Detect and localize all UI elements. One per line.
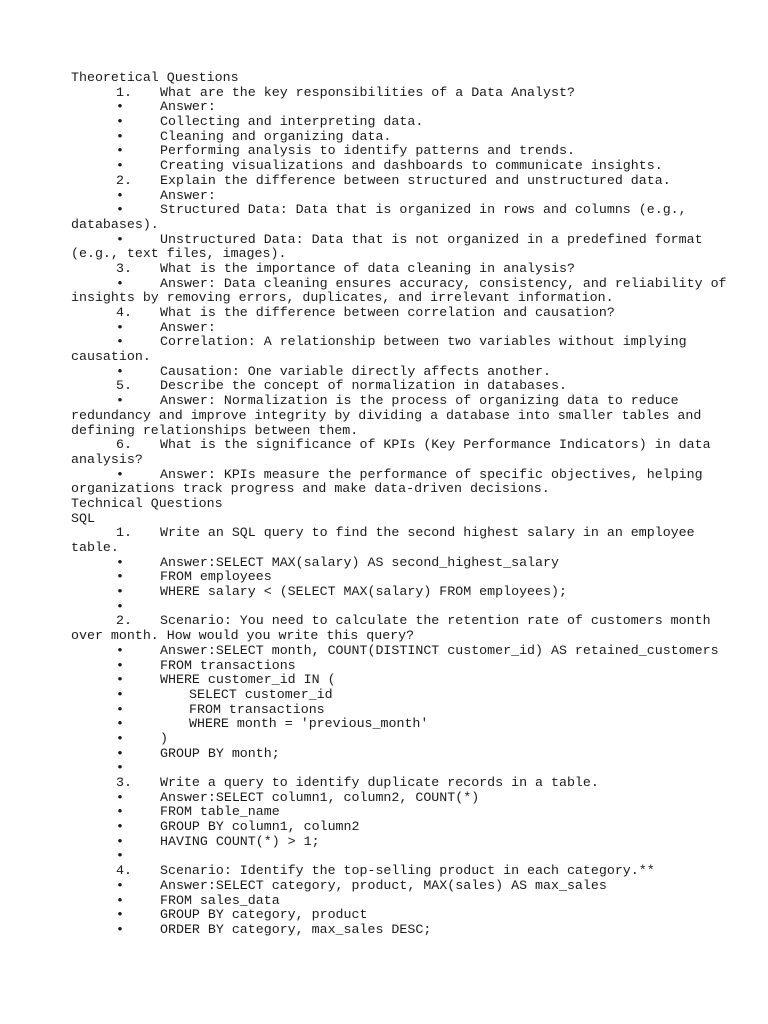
line-text: table. bbox=[71, 540, 119, 555]
document-line bbox=[0, 115, 768, 130]
line-text: FROM transactions bbox=[189, 701, 325, 717]
bullet-marker: • bbox=[116, 686, 124, 702]
document-line bbox=[0, 732, 768, 747]
line-text: Write a query to identify duplicate records in a table. bbox=[160, 775, 599, 790]
document-line bbox=[0, 791, 768, 806]
line-text: insights by removing errors, duplicates, and irrelevant information. bbox=[71, 290, 614, 306]
line-text: Technical Questions bbox=[71, 495, 223, 511]
document-line bbox=[0, 189, 768, 204]
line-text: Answer: Normalization is the process of organizing data to reduce bbox=[160, 393, 679, 409]
line-text: Causation: One variable directly affects another. bbox=[160, 363, 551, 379]
document-line bbox=[0, 468, 768, 483]
line-text: Answer: bbox=[160, 99, 216, 115]
line-text: WHERE salary < (SELECT MAX(salary) FROM employees); bbox=[160, 584, 567, 600]
document-line bbox=[0, 776, 768, 791]
document-line bbox=[0, 761, 768, 776]
bullet-marker: • bbox=[116, 202, 124, 218]
document-line bbox=[0, 453, 768, 468]
line-text: Answer:SELECT month, COUNT(DISTINCT customer_id) AS retained_customers bbox=[160, 642, 719, 658]
bullet-marker: • bbox=[116, 319, 124, 335]
bullet-marker: • bbox=[116, 584, 124, 600]
line-text: defining relationships between them. bbox=[71, 422, 359, 438]
list-number: 6. bbox=[116, 437, 132, 453]
line-text: SELECT customer_id bbox=[189, 686, 333, 702]
line-text: Write an SQL query to find the second highest salary in an employee bbox=[160, 525, 695, 541]
document-line bbox=[0, 849, 768, 864]
bullet-marker: • bbox=[116, 819, 124, 835]
document-line bbox=[0, 86, 768, 101]
line-text: Scenario: Identify the top-selling product in each category.** bbox=[160, 863, 655, 879]
document-line bbox=[0, 703, 768, 718]
line-text: Cleaning and organizing data. bbox=[160, 128, 392, 144]
bullet-marker: • bbox=[116, 569, 124, 585]
document-line bbox=[0, 482, 768, 497]
document-line bbox=[0, 438, 768, 453]
bullet-marker: • bbox=[116, 466, 124, 482]
document-line bbox=[0, 350, 768, 365]
bullet-marker: • bbox=[116, 716, 124, 732]
line-text: Answer: KPIs measure the performance of specific objectives, helping bbox=[160, 466, 703, 482]
bullet-marker: • bbox=[116, 642, 124, 658]
document-line bbox=[0, 409, 768, 424]
document-line bbox=[0, 394, 768, 409]
bullet-marker: • bbox=[116, 187, 124, 203]
document-line bbox=[0, 144, 768, 159]
line-text: ORDER BY category, max_sales DESC; bbox=[160, 921, 432, 937]
line-text: (e.g., text files, images). bbox=[71, 246, 287, 262]
line-text: Answer:SELECT MAX(salary) AS second_highest_salary bbox=[160, 554, 559, 570]
line-text: analysis? bbox=[71, 451, 143, 467]
bullet-marker: • bbox=[116, 848, 124, 864]
document-line bbox=[0, 100, 768, 115]
document-line bbox=[0, 673, 768, 688]
bullet-marker: • bbox=[116, 363, 124, 379]
document-line bbox=[0, 585, 768, 600]
document-line bbox=[0, 203, 768, 218]
list-number: 2. bbox=[116, 613, 132, 629]
document-line bbox=[0, 291, 768, 306]
bullet-marker: • bbox=[116, 598, 124, 614]
line-text: Answer:SELECT category, product, MAX(sales) AS max_sales bbox=[160, 877, 607, 893]
document-line bbox=[0, 233, 768, 248]
document-line bbox=[0, 659, 768, 674]
list-number: 5. bbox=[116, 378, 132, 394]
list-number: 1. bbox=[116, 525, 132, 541]
line-text: Structured Data: Data that is organized in rows and columns (e.g., bbox=[160, 202, 687, 218]
bullet-marker: • bbox=[116, 701, 124, 717]
line-text: Answer: Data cleaning ensures accuracy, consistency, and reliability of bbox=[160, 275, 727, 291]
document-line bbox=[0, 262, 768, 277]
document-line bbox=[0, 174, 768, 189]
bullet-marker: • bbox=[116, 554, 124, 570]
document-line bbox=[0, 321, 768, 336]
line-text: Correlation: A relationship between two variables without implying bbox=[160, 334, 687, 350]
line-text: GROUP BY month; bbox=[160, 745, 280, 761]
line-text: organizations track progress and make data-driven decisions. bbox=[71, 481, 550, 497]
line-text: What is the importance of data cleaning in analysis? bbox=[160, 260, 575, 276]
document-line bbox=[0, 688, 768, 703]
bullet-marker: • bbox=[116, 231, 124, 247]
line-text: Creating visualizations and dashboards to communicate insights. bbox=[160, 158, 663, 174]
bullet-marker: • bbox=[116, 892, 124, 908]
bullet-marker: • bbox=[116, 730, 124, 746]
bullet-marker: • bbox=[116, 833, 124, 849]
document-line bbox=[0, 805, 768, 820]
list-number: 2. bbox=[116, 172, 132, 188]
bullet-marker: • bbox=[116, 393, 124, 409]
bullet-marker: • bbox=[116, 907, 124, 923]
bullet-marker: • bbox=[116, 921, 124, 937]
line-text: over month. How would you write this query? bbox=[71, 628, 415, 644]
bullet-marker: • bbox=[116, 158, 124, 174]
document-line bbox=[0, 717, 768, 732]
bullet-marker: • bbox=[116, 745, 124, 761]
bullet-marker: • bbox=[116, 143, 124, 159]
line-text: What is the significance of KPIs (Key Performance Indicators) in data bbox=[160, 437, 711, 453]
line-text: Collecting and interpreting data. bbox=[160, 114, 424, 130]
document-line bbox=[0, 614, 768, 629]
line-text: FROM sales_data bbox=[160, 892, 280, 908]
document-line bbox=[0, 526, 768, 541]
line-text: HAVING COUNT(*) > 1; bbox=[160, 833, 320, 849]
bullet-marker: • bbox=[116, 114, 124, 130]
line-text: GROUP BY column1, column2 bbox=[160, 819, 360, 835]
line-text: Performing analysis to identify patterns and trends. bbox=[160, 143, 575, 159]
document-line bbox=[0, 512, 768, 527]
document-line bbox=[0, 879, 768, 894]
list-number: 4. bbox=[116, 305, 132, 320]
bullet-marker: • bbox=[116, 804, 124, 820]
document-line bbox=[0, 247, 768, 262]
list-number: 1. bbox=[116, 84, 132, 100]
line-text: databases). bbox=[71, 216, 159, 232]
line-text: GROUP BY category, product bbox=[160, 907, 368, 923]
document-line bbox=[0, 644, 768, 659]
bullet-marker: • bbox=[116, 672, 124, 688]
document-line bbox=[0, 218, 768, 233]
document-line bbox=[0, 864, 768, 879]
bullet-marker: • bbox=[116, 657, 124, 673]
bullet-marker: • bbox=[116, 334, 124, 350]
document-line bbox=[0, 306, 768, 321]
line-text: Theoretical Questions bbox=[71, 70, 239, 85]
line-text: Unstructured Data: Data that is not organized in a predefined format bbox=[160, 231, 703, 247]
line-text: Answer: bbox=[160, 187, 216, 203]
document-line bbox=[0, 747, 768, 762]
document-line bbox=[0, 629, 768, 644]
document-line bbox=[0, 335, 768, 350]
line-text: FROM transactions bbox=[160, 657, 296, 673]
line-text: ) bbox=[160, 730, 168, 746]
document-line bbox=[0, 379, 768, 394]
line-text: WHERE customer_id IN ( bbox=[160, 672, 336, 688]
line-text: What are the key responsibilities of a Data Analyst? bbox=[160, 84, 575, 100]
document-line bbox=[0, 159, 768, 174]
document-line bbox=[0, 570, 768, 585]
bullet-marker: • bbox=[116, 877, 124, 893]
line-text: Scenario: You need to calculate the retention rate of customers month bbox=[160, 613, 711, 629]
list-number: 3. bbox=[116, 775, 132, 790]
document-line bbox=[0, 923, 768, 938]
line-text: FROM employees bbox=[160, 569, 272, 585]
document-line bbox=[0, 541, 768, 556]
document-line bbox=[0, 894, 768, 909]
document-line bbox=[0, 130, 768, 145]
document-line bbox=[0, 277, 768, 292]
document-line bbox=[0, 835, 768, 850]
bullet-marker: • bbox=[116, 128, 124, 144]
line-text: causation. bbox=[71, 349, 151, 365]
document-line bbox=[0, 908, 768, 923]
bullet-marker: • bbox=[116, 760, 124, 776]
line-text: Describe the concept of normalization in databases. bbox=[160, 378, 567, 394]
document-line bbox=[0, 600, 768, 615]
line-text: Answer: bbox=[160, 319, 216, 335]
document-line bbox=[0, 424, 768, 439]
line-text: Answer:SELECT column1, column2, COUNT(*) bbox=[160, 789, 480, 805]
bullet-marker: • bbox=[116, 275, 124, 291]
document-line bbox=[0, 497, 768, 512]
document-line bbox=[0, 365, 768, 380]
line-text: FROM table_name bbox=[160, 804, 280, 820]
document-line bbox=[0, 71, 768, 86]
line-text: redundancy and improve integrity by dividing a database into smaller tables and bbox=[71, 407, 702, 423]
document-line bbox=[0, 556, 768, 571]
list-number: 3. bbox=[116, 260, 132, 276]
line-text: What is the difference between correlation and causation? bbox=[160, 305, 615, 320]
bullet-marker: • bbox=[116, 99, 124, 115]
document-line bbox=[0, 820, 768, 835]
bullet-marker: • bbox=[116, 789, 124, 805]
line-text: Explain the difference between structured and unstructured data. bbox=[160, 172, 671, 188]
document-page bbox=[0, 71, 768, 938]
line-text: WHERE month = 'previous_month' bbox=[189, 716, 429, 732]
list-number: 4. bbox=[116, 863, 132, 879]
line-text: SQL bbox=[71, 510, 95, 526]
